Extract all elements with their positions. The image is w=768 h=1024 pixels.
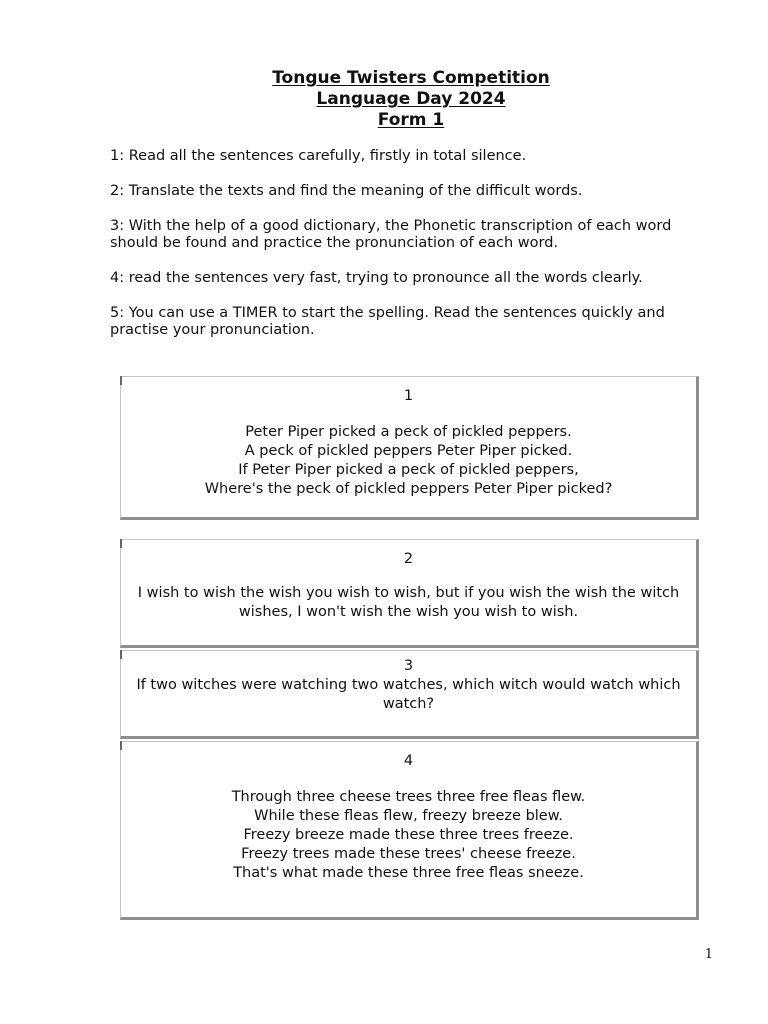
instructions-list	[110, 148, 720, 357]
twister-number: 3	[403, 658, 414, 674]
twister-line: That's what made these three free fleas sneeze.	[233, 865, 584, 881]
instruction-1: 1: Read all the sentences carefully, firstly in total silence.	[110, 148, 527, 164]
twister-line: Freezy trees made these trees' cheese freeze.	[241, 846, 576, 862]
document-subtitle: Language Day 2024	[316, 89, 506, 109]
twister-box-2	[120, 539, 699, 648]
twister-line: Through three cheese trees three free fleas flew.	[231, 789, 586, 805]
twister-line: Peter Piper picked a peck of pickled peppers.	[245, 424, 572, 440]
twister-line: Where's the peck of pickled peppers Peter Piper picked?	[204, 481, 613, 497]
twister-line: A peck of pickled peppers Peter Piper picked.	[244, 443, 573, 459]
twister-box-3	[120, 650, 699, 739]
twister-line: If Peter Piper picked a peck of pickled peppers,	[238, 462, 579, 478]
page-number: 1	[704, 947, 713, 962]
document-header	[0, 68, 768, 131]
instruction-4: 4: read the sentences very fast, trying to pronounce all the words clearly.	[110, 270, 643, 286]
instruction-5: 5: You can use a TIMER to start the spelling. Read the sentences quickly and practise your pronunciation.	[110, 305, 665, 338]
instruction-2: 2: Translate the texts and find the meaning of the difficult words.	[110, 183, 583, 199]
twister-line: If two witches were watching two watches, which witch would watch which watch?	[136, 677, 681, 712]
document-title: Tongue Twisters Competition	[272, 68, 550, 88]
twister-box-1	[120, 376, 699, 520]
twister-line: While these fleas flew, freezy breeze blew.	[254, 808, 563, 824]
twister-box-4	[120, 741, 699, 920]
twister-number: 1	[403, 388, 414, 404]
instruction-3: 3: With the help of a good dictionary, the Phonetic transcription of each word should be found and practice the pronunciation of each word.	[110, 218, 672, 251]
twister-line: I wish to wish the wish you wish to wish, but if you wish the wish the witch wishes, I won't wish the wish you wish to wish.	[137, 585, 680, 620]
twister-number: 4	[403, 753, 414, 769]
twister-line: Freezy breeze made these three trees freeze.	[243, 827, 574, 843]
form-label: Form 1	[377, 110, 445, 130]
twister-number: 2	[403, 551, 414, 567]
